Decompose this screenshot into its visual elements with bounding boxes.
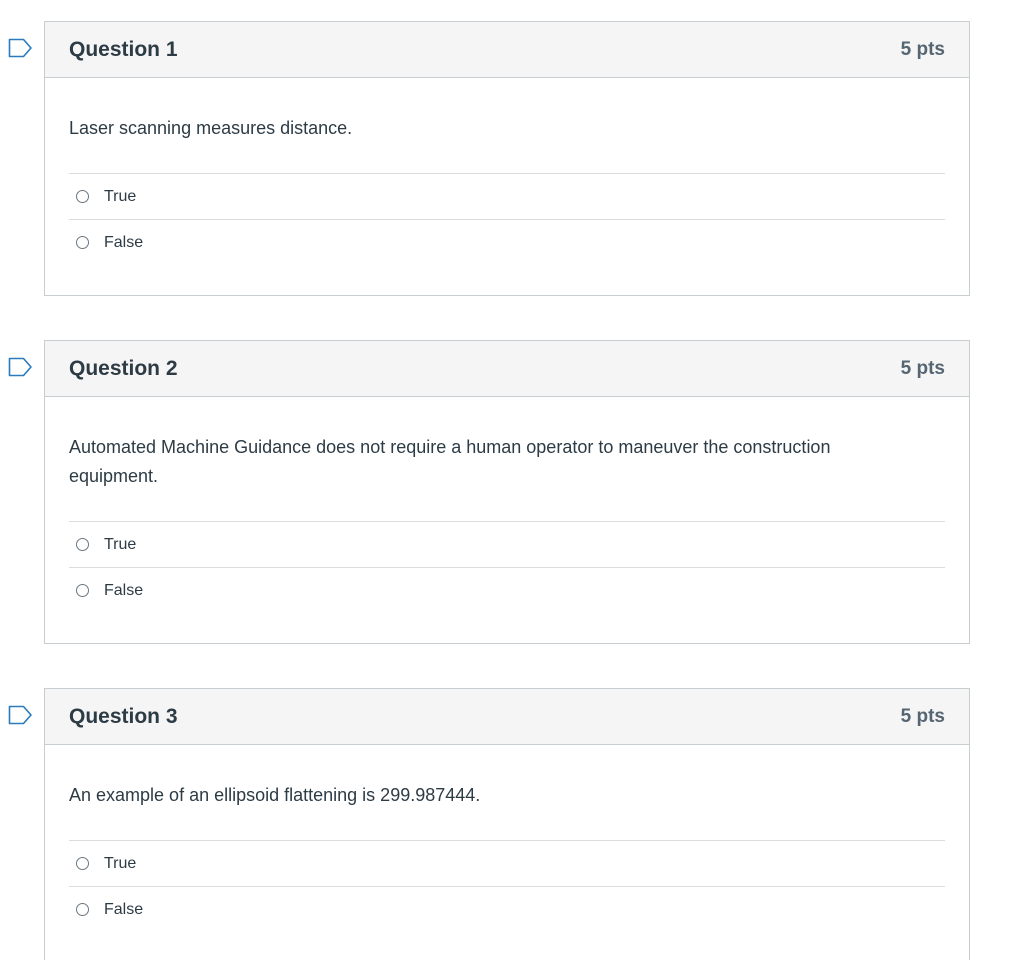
question-body	[45, 745, 969, 932]
answer-option-true[interactable]	[69, 841, 945, 887]
question-header	[45, 341, 969, 397]
question-header	[45, 689, 969, 745]
flag-question-icon[interactable]	[8, 38, 36, 60]
radio-button[interactable]	[76, 903, 89, 916]
answer-list	[69, 521, 945, 613]
answer-option-false[interactable]	[69, 220, 945, 265]
answer-list	[69, 840, 945, 932]
question-text: Automated Machine Guidance does not require a human operator to maneuver the construction equipment.	[69, 437, 831, 486]
radio-button[interactable]	[76, 190, 89, 203]
answer-label: True	[104, 854, 137, 872]
answer-option-false[interactable]	[69, 568, 945, 613]
radio-button[interactable]	[76, 538, 89, 551]
flag-question-icon[interactable]	[8, 705, 36, 727]
question-card	[44, 21, 970, 296]
question-card	[44, 340, 970, 644]
answer-label: True	[104, 535, 137, 553]
question-points: 5 pts	[900, 705, 945, 727]
question-card	[44, 688, 970, 960]
question-text: Laser scanning measures distance.	[69, 118, 353, 138]
question-header	[45, 22, 969, 78]
answer-list	[69, 173, 945, 265]
question-body	[45, 397, 969, 613]
radio-button[interactable]	[76, 236, 89, 249]
answer-option-true[interactable]	[69, 174, 945, 220]
answer-label: False	[104, 900, 144, 918]
question-points: 5 pts	[900, 357, 945, 379]
question-body	[45, 78, 969, 265]
question-points: 5 pts	[900, 38, 945, 60]
answer-option-true[interactable]	[69, 522, 945, 568]
question-text: An example of an ellipsoid flattening is 299.987444.	[69, 785, 481, 805]
answer-label: False	[104, 581, 144, 599]
question-title: Question 1	[69, 37, 178, 61]
question-title: Question 2	[69, 356, 178, 380]
answer-option-false[interactable]	[69, 887, 945, 932]
question-title: Question 3	[69, 704, 178, 728]
radio-button[interactable]	[76, 584, 89, 597]
answer-label: False	[104, 233, 144, 251]
radio-button[interactable]	[76, 857, 89, 870]
flag-question-icon[interactable]	[8, 357, 36, 379]
answer-label: True	[104, 187, 137, 205]
